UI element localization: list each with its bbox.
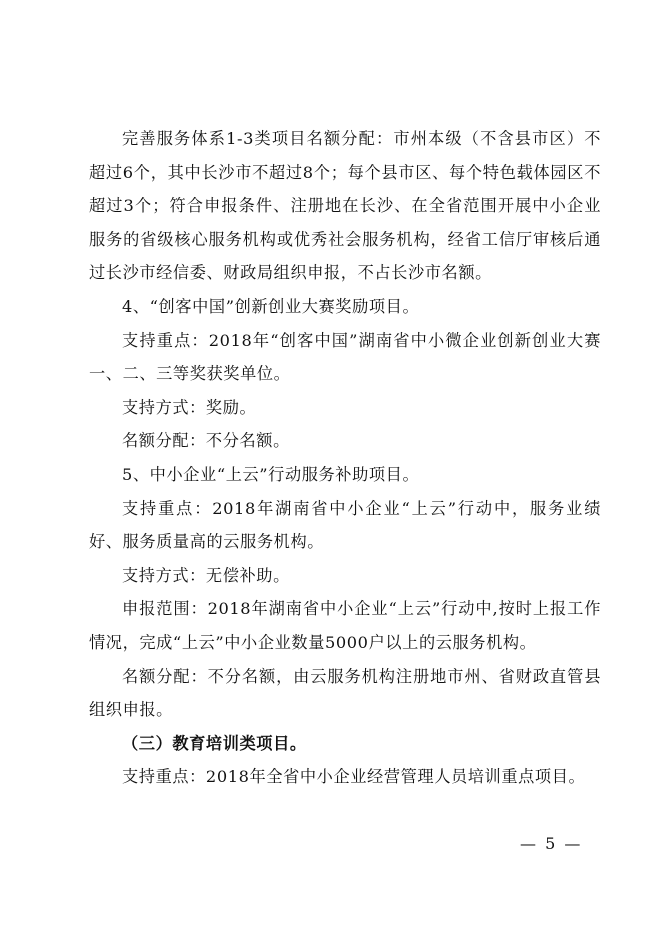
paragraph-support-focus-cloud: 支持重点：2018年湖南省中小企业“上云”行动中，服务业绩好、服务质量高的云服务机构。 — [89, 498, 601, 552]
paragraph-support-method-reward: 支持方式：奖励。 — [122, 397, 257, 417]
section-heading-cloud-service: 5、中小企业“上云”行动服务补助项目。 — [122, 464, 420, 484]
paragraph-quota-none: 名额分配：不分名额。 — [122, 431, 290, 451]
paragraph-support-focus-training: 支持重点：2018年全省中小企业经营管理人员培训重点项目。 — [122, 767, 586, 787]
paragraph-application-scope: 申报范围：2018年湖南省中小企业“上云”行动中,按时上报工作情况，完成“上云”中小企业数量5000户以上的云服务机构。 — [89, 599, 601, 652]
section-heading-chuangke-china: 4、“创客中国”创新创业大赛奖励项目。 — [122, 296, 420, 316]
paragraph-quota-cloud: 名额分配：不分名额，由云服务机构注册地市州、省财政直管县组织申报。 — [89, 666, 601, 720]
document-body — [89, 122, 601, 794]
paragraph-quota-allocation: 完善服务体系1-3类项目名额分配：市州本级（不含县市区）不超过6个，其中长沙市不超过8个；每个县市区、每个特色载体园区不超过3个；符合申报条件、注册地在长沙、在全省范围开展中小企业服务的省级核心服务机构或优秀社会服务机构，经省工信厅审核后通过长沙市经信委、财政局组织申报，不占长沙市名额。 — [89, 129, 601, 283]
page-number: — 5 — — [520, 834, 583, 853]
paragraph-support-focus-chuangke: 支持重点：2018年“创客中国”湖南省中小微企业创新创业大赛一、二、三等奖获奖单位。 — [89, 330, 601, 384]
section-heading-education-training: （三）教育培训类项目。 — [122, 733, 307, 753]
paragraph-support-method-subsidy: 支持方式：无偿补助。 — [122, 565, 290, 585]
